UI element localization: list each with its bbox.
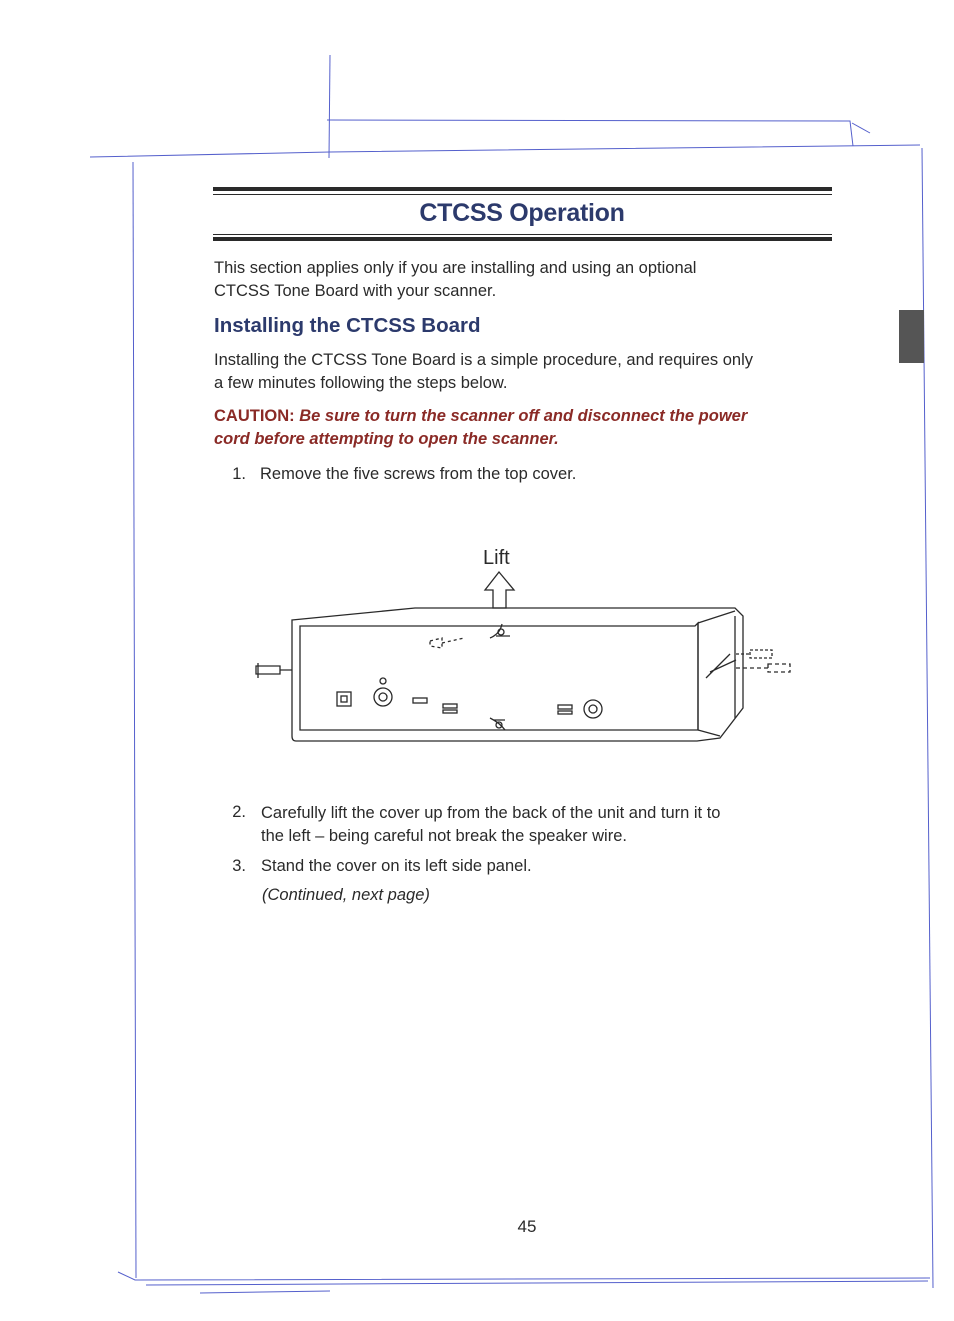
section-tab-marker [899,310,924,363]
section-body-line-2: a few minutes following the steps below. [214,374,508,392]
step-2-number: 2. [232,803,246,821]
caution-line-2: cord before attempting to open the scanner. [214,430,559,448]
screw-right-lower-icon [736,664,790,672]
step-1-text: Remove the five screws from the top cover. [260,465,577,483]
screw-right-upper-icon [736,650,772,658]
section-heading: Installing the CTCSS Board [214,314,481,337]
intro-paragraph [214,257,844,303]
figure-lift-label: Lift [483,547,510,569]
step-1-number: 1. [232,465,246,483]
step-3-text: Stand the cover on its left side panel. [261,857,532,875]
caution-note [214,405,854,451]
step-2-line-1: Carefully lift the cover up from the back of the unit and turn it to [261,804,721,822]
section-body [214,349,844,395]
page-number: 45 [517,1217,537,1236]
page-title: CTCSS Operation [419,199,625,227]
intro-line-2: CTCSS Tone Board with your scanner. [214,282,497,300]
step-2-line-2: the left – being careful not break the speaker wire. [261,827,627,845]
step-2-text [261,802,721,848]
step-3-number: 3. [232,857,246,875]
section-body-line-1: Installing the CTCSS Tone Board is a simple procedure, and requires only [214,351,753,369]
caution-line-1: Be sure to turn the scanner off and disconnect the power [299,407,748,425]
intro-line-1: This section applies only if you are installing and using an optional [214,259,697,277]
screw-top-icon [430,638,464,648]
lift-arrow-icon [485,572,514,608]
scanner-rear-figure [250,568,800,763]
screw-left-icon [256,666,292,674]
continued-note: (Continued, next page) [262,886,430,904]
caution-label: CAUTION: [214,407,295,425]
